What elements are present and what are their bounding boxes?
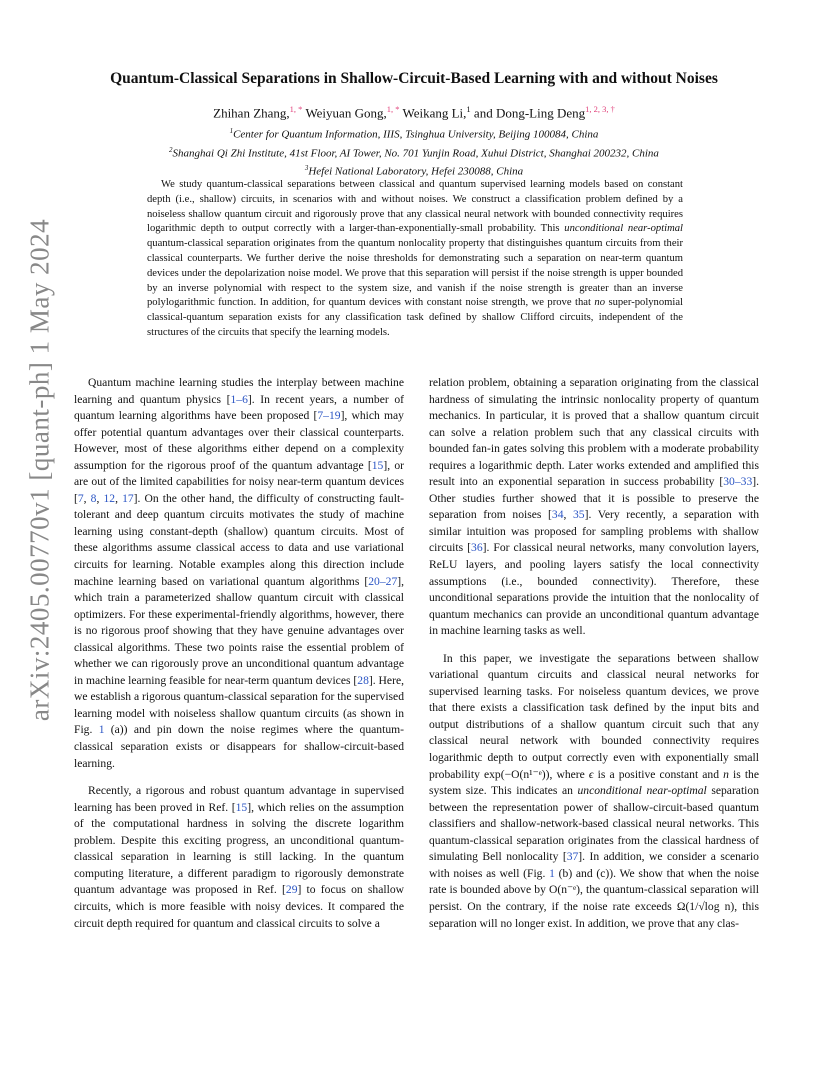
citation-link[interactable]: 12 — [103, 491, 116, 505]
citation-link[interactable]: 29 — [285, 883, 298, 897]
paper-title: Quantum-Classical Separations in Shallow-Circuit-Based Learning with and without Noises — [110, 70, 718, 87]
citation-link[interactable]: 30–33 — [723, 475, 753, 489]
affiliation-sup: 3 — [304, 164, 309, 173]
affiliation-text: Shanghai Qi Zhi Institute, 41st Floor, AI Tower, No. 701 Yunjin Road, Xuhui District, Shanghai 200232, China — [172, 147, 659, 160]
paragraph: In this paper, we investigate the separations between shallow variational quantum circuits and classical neural networks for supervised learning tasks. For noiseless quantum devices, we prove that there exists a classification task defined by the input bits and output distributions of a shallow quantum circuit such that any classical neural network with bounded connectivity requires logarithmic depth to output correctly even with exponentially small probability exp(−O(n¹⁻ᵉ)), where ϵ is a positive constant and n is the system size. This indicates an unconditional near-optimal separation between the representation power of shallow-circuit-based quantum classifiers and shallow-network-based classical neural networks. This quantum-classical separation originates from the classical hardness of simulating Bell nonlocality [37]. In addition, we consider a scenario with noises as well (Fig. 1 (b) and (c)). We show that when the noise rate is bounded above by O(n⁻ᵉ), the quantum-classical separation will persist. On the contrary, if the noise rate exceeds Ω(1/√log n), this separation will no longer exist. In addition, we prove that any clas- — [429, 651, 759, 930]
paragraph: Recently, a rigorous and robust quantum advantage in supervised learning has been proved in Ref. [15], which relies on the assumption of the computational hardness in solving the discrete logarithm problem. Despite this exciting progress, an unconditional quantum-classical separation in learning is still lacking. In the quantum computing literature, a different paradigm to rigorously demonstrate quantum advantage was proposed in Ref. [29] to focus on shallow circuits, which is more feasible with noisy devices. It compared the circuit depth required for quantum and classical circuits to solve a — [74, 784, 404, 930]
affiliation-sup: 2 — [169, 145, 173, 154]
citation-link[interactable]: 20–27 — [368, 574, 398, 588]
citation-link[interactable]: 15 — [371, 458, 384, 472]
citation-link[interactable]: 28 — [357, 673, 369, 687]
author-sup: 1, * — [289, 104, 303, 114]
affiliation — [0, 143, 828, 162]
math: Ω(1/√log n) — [676, 899, 735, 913]
citation-link[interactable]: 34 — [551, 508, 564, 522]
math: n — [723, 767, 729, 781]
author-name: Zhihan Zhang, — [213, 105, 290, 121]
citation-link[interactable]: 17 — [122, 491, 134, 505]
left-column — [74, 375, 404, 943]
right-column — [429, 375, 759, 943]
math: O(n⁻ᵉ) — [549, 883, 580, 897]
affiliation — [0, 124, 828, 143]
citation-link[interactable]: 7 — [77, 491, 84, 505]
abstract: We study quantum-classical separations between classical and quantum supervised learning models based on constant depth (i.e., shallow) circuits, in scenarios with and without noises. We construct a classification problem defined by a noiseless shallow quantum circuit and rigorously prove that any classical neural network with bounded connectivity requires logarithmic depth to output correctly with a larger-than-exponentially-small probability. This unconditional near-optimal quantum-classical separation originates from the quantum nonlocality property that distinguishes quantum circuits from their classical counterparts. We further derive the noise thresholds for demonstrating such a separation on near-term quantum devices under the depolarization noise model. We prove that this separation will persist if the noise strength is upper bounded by an inverse polynomial with respect to the system size, and vanish if the noise strength is greater than an inverse polylogarithmic function. In addition, for quantum devices with constant noise strength, we prove that no super-polynomial classical-quantum separation exists for any classification task defined by shallow Clifford circuits, independent of the structures of the circuits that specify the learning models. — [147, 179, 683, 338]
author-name: Weiyuan Gong, — [305, 105, 387, 121]
math: exp(−O(n¹⁻ᵉ)) — [483, 767, 550, 781]
citation-link[interactable]: 7–19 — [317, 409, 341, 423]
figure-link[interactable]: 1 — [549, 866, 555, 880]
citation-link[interactable]: 35 — [573, 508, 585, 522]
author-sup: 1, 2, 3, † — [585, 104, 615, 114]
author-name: Weikang Li, — [402, 105, 467, 121]
author-list — [0, 104, 828, 121]
arxiv-stamp-container — [20, 218, 60, 722]
paragraph: Quantum machine learning studies the interplay between machine learning and quantum physics [1–6]. In recent years, a number of quantum learning algorithms have been proposed [7–19], which may offer potential quantum advantages over their classical counterparts. However, most of these algorithms either depend on a complexity assumption for the rigorous proof of the quantum advantage [15], or are out of the limited capabilities for noisy near-term quantum devices [7, 8, 12, 17]. On the other hand, the difficulty of constructing fault-tolerant and deep quantum circuits motivates the study of machine learning using constant-depth (shallow) quantum circuits. Most of these algorithms assume classical access to data and use variational circuits for learning. Notable examples along this direction include machine learning based on variational quantum algorithms [20–27], which train a parameterized shallow quantum circuit with classical optimizers. For these experimental-friendly algorithms, however, there is no rigorous proof showing that they have genuine advantages over classical algorithms. These two points raise the essential problem of whether we can rigorously prove an unconditional quantum advantage in machine learning feasible for near-term quantum devices [28]. Here, we establish a rigorous quantum-classical separation for the supervised learning model with noiseless shallow quantum circuits (as shown in Fig. 1 (a)) and pin down the noise regimes where the quantum-classical separation exists or disappears for shallow-circuit-based learning. — [74, 376, 405, 770]
affiliations — [0, 124, 828, 180]
citation-link[interactable]: 1–6 — [230, 392, 248, 406]
affiliation-text: Center for Quantum Information, IIIS, Tsinghua University, Beijing 100084, China — [233, 128, 599, 141]
citation-link[interactable]: 36 — [471, 541, 483, 555]
affiliation-sup: 1 — [229, 127, 234, 135]
affiliation-text: Hefei National Laboratory, Hefei 230088, China — [308, 165, 524, 178]
citation-link[interactable]: 37 — [566, 850, 579, 864]
citation-link[interactable]: 15 — [235, 800, 248, 814]
math: ϵ — [588, 767, 594, 781]
author-sup: 1 — [466, 104, 471, 114]
arxiv-stamp: arXiv:2405.00770v1 [quant-ph] 1 May 2024 — [24, 218, 55, 722]
citation-link[interactable]: 8 — [90, 491, 97, 505]
author-sup: 1, * — [386, 104, 400, 114]
paragraph: relation problem, obtaining a separation originating from the classical hardness of simulating the intrinsic nonlocality property of quantum mechanics. In particular, it is proved that a shallow quantum circuit can solve a relation problem such that any classical circuits with bounded fan-in gates solving this problem with a moderate probability requires a logarithmic depth. Later works extended and amplified this result into an exponential separation in success probability [30–33]. Other studies further showed that it is possible to preserve the separation from noises [34, 35]. Very recently, a separation with similar intuition was proposed for sampling problems with shallow circuits [36]. For classical neural networks, many convolution layers, ReLU layers, and pooling layers satisfy the local connectivity assumptions (i.e., bounded connectivity). Therefore, these unconditional separations provide the intuition that the nonlocality of quantum mechanics can provide an unconditional quantum advantage in machine learning tasks as well. — [429, 376, 759, 638]
author-name: and Dong-Ling Deng — [473, 105, 586, 121]
figure-link[interactable]: 1 — [98, 723, 105, 737]
